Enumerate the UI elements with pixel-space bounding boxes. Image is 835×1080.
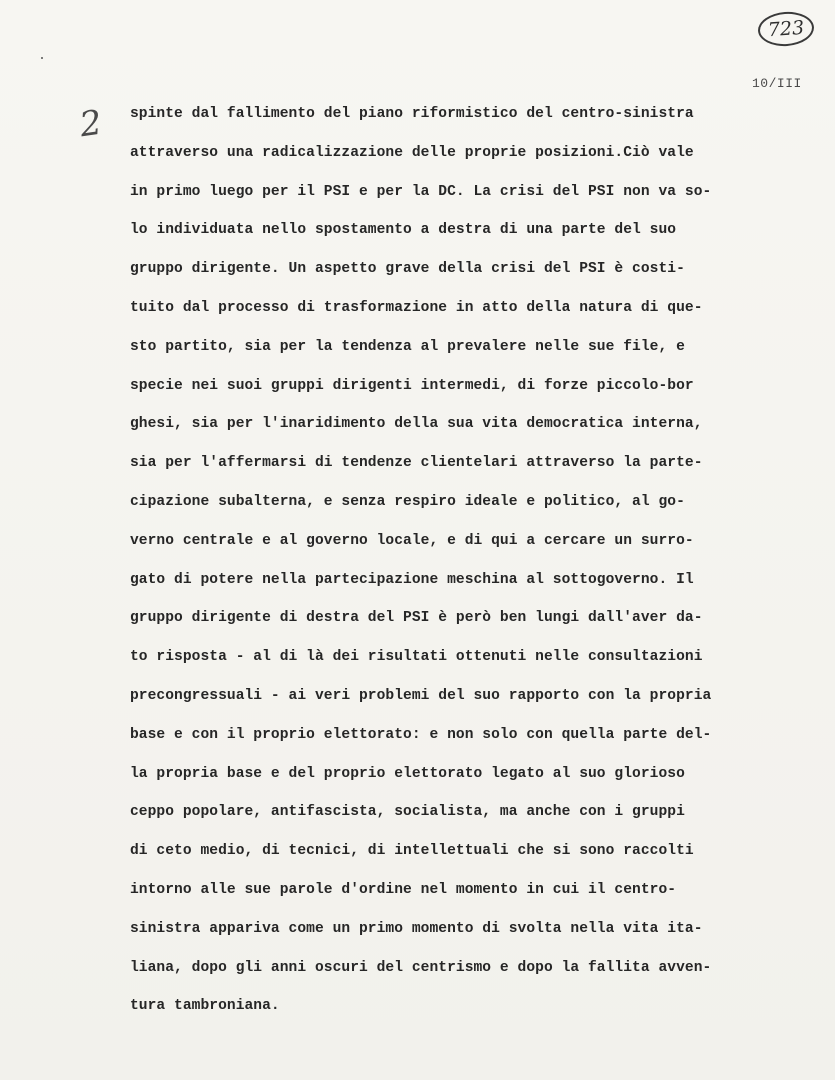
- handwritten-margin-mark: 2: [77, 102, 105, 146]
- text-line: ceppo popolare, antifascista, socialista, ma anche con i gruppi: [130, 804, 685, 821]
- page-number: 10/III: [752, 76, 802, 91]
- text-line: to risposta - al di là dei risultati ottenuti nelle consultazioni: [130, 649, 703, 666]
- text-line: di ceto medio, di tecnici, di intellettuali che si sono raccolti: [130, 843, 694, 860]
- text-line: cipazione subalterna, e senza respiro ideale e politico, al go-: [130, 493, 685, 510]
- text-line: precongressuali - ai veri problemi del suo rapporto con la propria: [130, 687, 712, 704]
- text-line: spinte dal fallimento del piano riformistico del centro-sinistra: [130, 106, 694, 122]
- text-line: in primo luego per il PSI e per la DC. La crisi del PSI non va so-: [130, 183, 712, 200]
- text-line: tura tambroniana.: [130, 998, 280, 1015]
- text-line: gato di potere nella partecipazione meschina al sottogoverno. Il: [130, 571, 694, 588]
- text-line: sto partito, sia per la tendenza al prevalere nelle sue file, e: [130, 338, 685, 355]
- text-line: liana, dopo gli anni oscuri del centrismo e dopo la fallita avven-: [130, 959, 712, 976]
- text-line: base e con il proprio elettorato: e non solo con quella parte del-: [130, 726, 712, 743]
- text-line: ghesi, sia per l'inaridimento della sua vita democratica interna,: [130, 416, 703, 433]
- text-line: verno centrale e al governo locale, e di qui a cercare un surro-: [130, 532, 694, 549]
- text-line: tuito dal processo di trasformazione in atto della natura di que-: [130, 299, 703, 316]
- typewritten-text-block: [130, 101, 790, 1032]
- text-line: gruppo dirigente. Un aspetto grave della crisi del PSI è costi-: [130, 261, 685, 278]
- text-line: sia per l'affermarsi di tendenze clientelari attraverso la parte-: [130, 455, 703, 472]
- text-line: gruppo dirigente di destra del PSI è però ben lungi dall'aver da-: [130, 610, 703, 627]
- archive-stamp: [757, 10, 815, 48]
- archive-stamp-number: 723: [767, 16, 805, 42]
- text-line: la propria base e del proprio elettorato legato al suo glorioso: [130, 765, 685, 782]
- paper-speck: [41, 57, 43, 59]
- text-line: intorno alle sue parole d'ordine nel momento in cui il centro-: [130, 881, 677, 898]
- text-line: attraverso una radicalizzazione delle proprie posizioni.Ciò vale: [130, 144, 694, 161]
- text-line: lo individuata nello spostamento a destra di una parte del suo: [130, 222, 677, 239]
- text-line: sinistra appariva come un primo momento di svolta nella vita ita-: [130, 920, 703, 937]
- text-line: specie nei suoi gruppi dirigenti intermedi, di forze piccolo-bor: [130, 377, 694, 394]
